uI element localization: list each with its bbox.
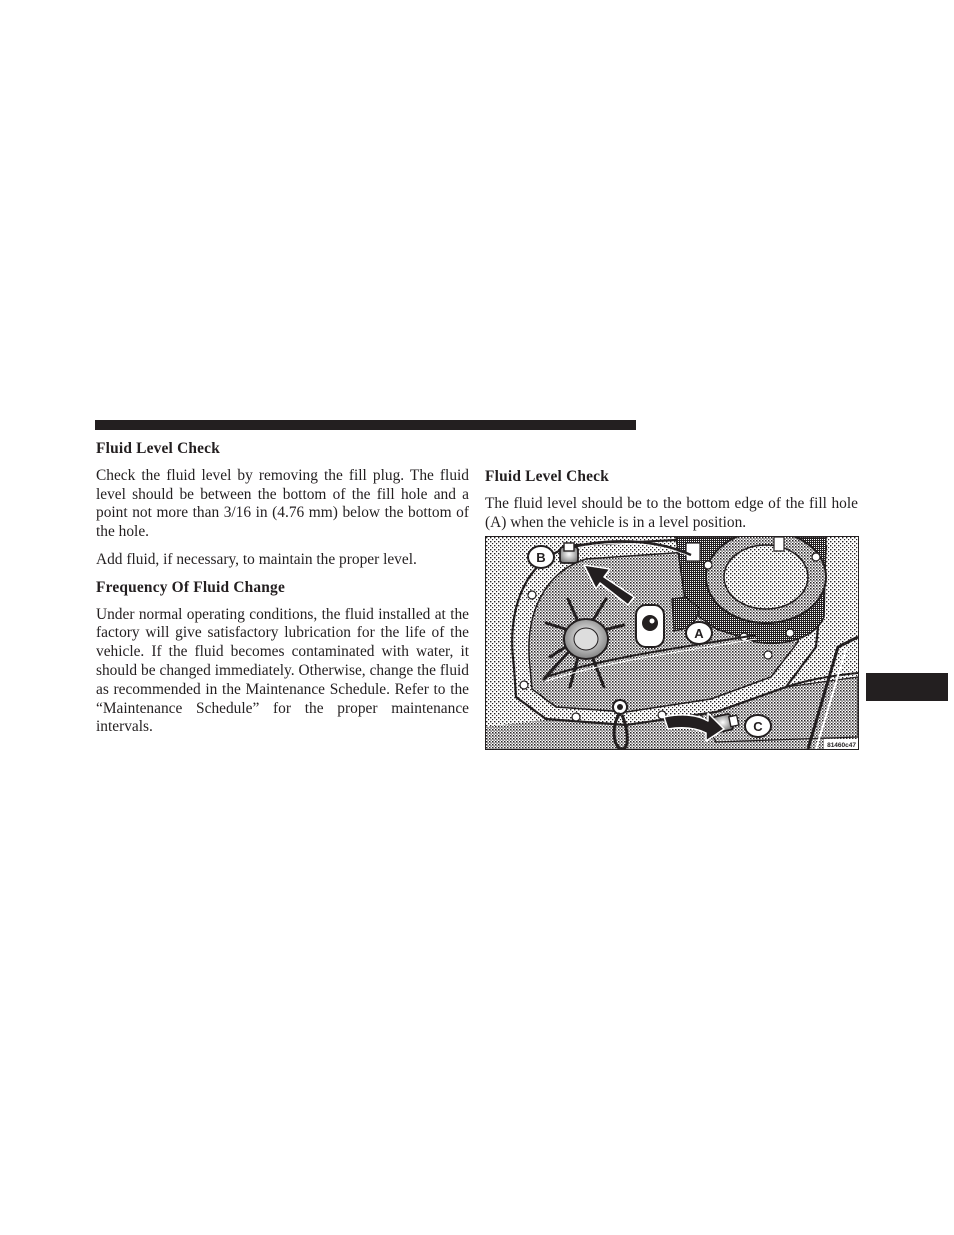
paragraph-fluid-change: Under normal operating conditions, the fluid installed at the factory will give satisfactory lubrication for the life of the vehicle. If the fluid becomes contaminated with water, it should be changed immediately. Otherwise, change the fluid as recommended in the Maintenance Schedule. Refer to the “Maintenance Schedule” for the proper maintenance intervals. — [96, 605, 469, 736]
callout-b — [528, 546, 554, 568]
left-column — [96, 440, 469, 737]
paragraph-fluid-level: Check the fluid level by removing the fill plug. The fluid level should be between the bottom of the fill hole and a point not more than 3/16 in (4.76 mm) below the bottom of the hole. — [96, 466, 469, 541]
paragraph-add-fluid: Add fluid, if necessary, to maintain the proper level. — [96, 550, 417, 568]
heading-fluid-level-check-right: Fluid Level Check — [485, 468, 609, 485]
svg-text:C: C — [753, 719, 763, 734]
right-column — [485, 468, 858, 532]
callout-c — [745, 715, 771, 737]
svg-text:B: B — [536, 550, 546, 565]
heading-frequency-fluid-change: Frequency Of Fluid Change — [96, 578, 285, 596]
section-rule — [95, 420, 636, 430]
paragraph-fluid-level-right: The fluid level should be to the bottom edge of the fill hole (A) when the vehicle is in a level position. — [485, 494, 858, 531]
image-code: 81460c47 — [827, 742, 856, 749]
svg-text:A: A — [694, 626, 704, 641]
callout-a — [686, 622, 712, 644]
transfer-case-figure — [485, 536, 859, 750]
heading-fluid-level-check: Fluid Level Check — [96, 440, 220, 457]
section-tab — [866, 673, 948, 701]
